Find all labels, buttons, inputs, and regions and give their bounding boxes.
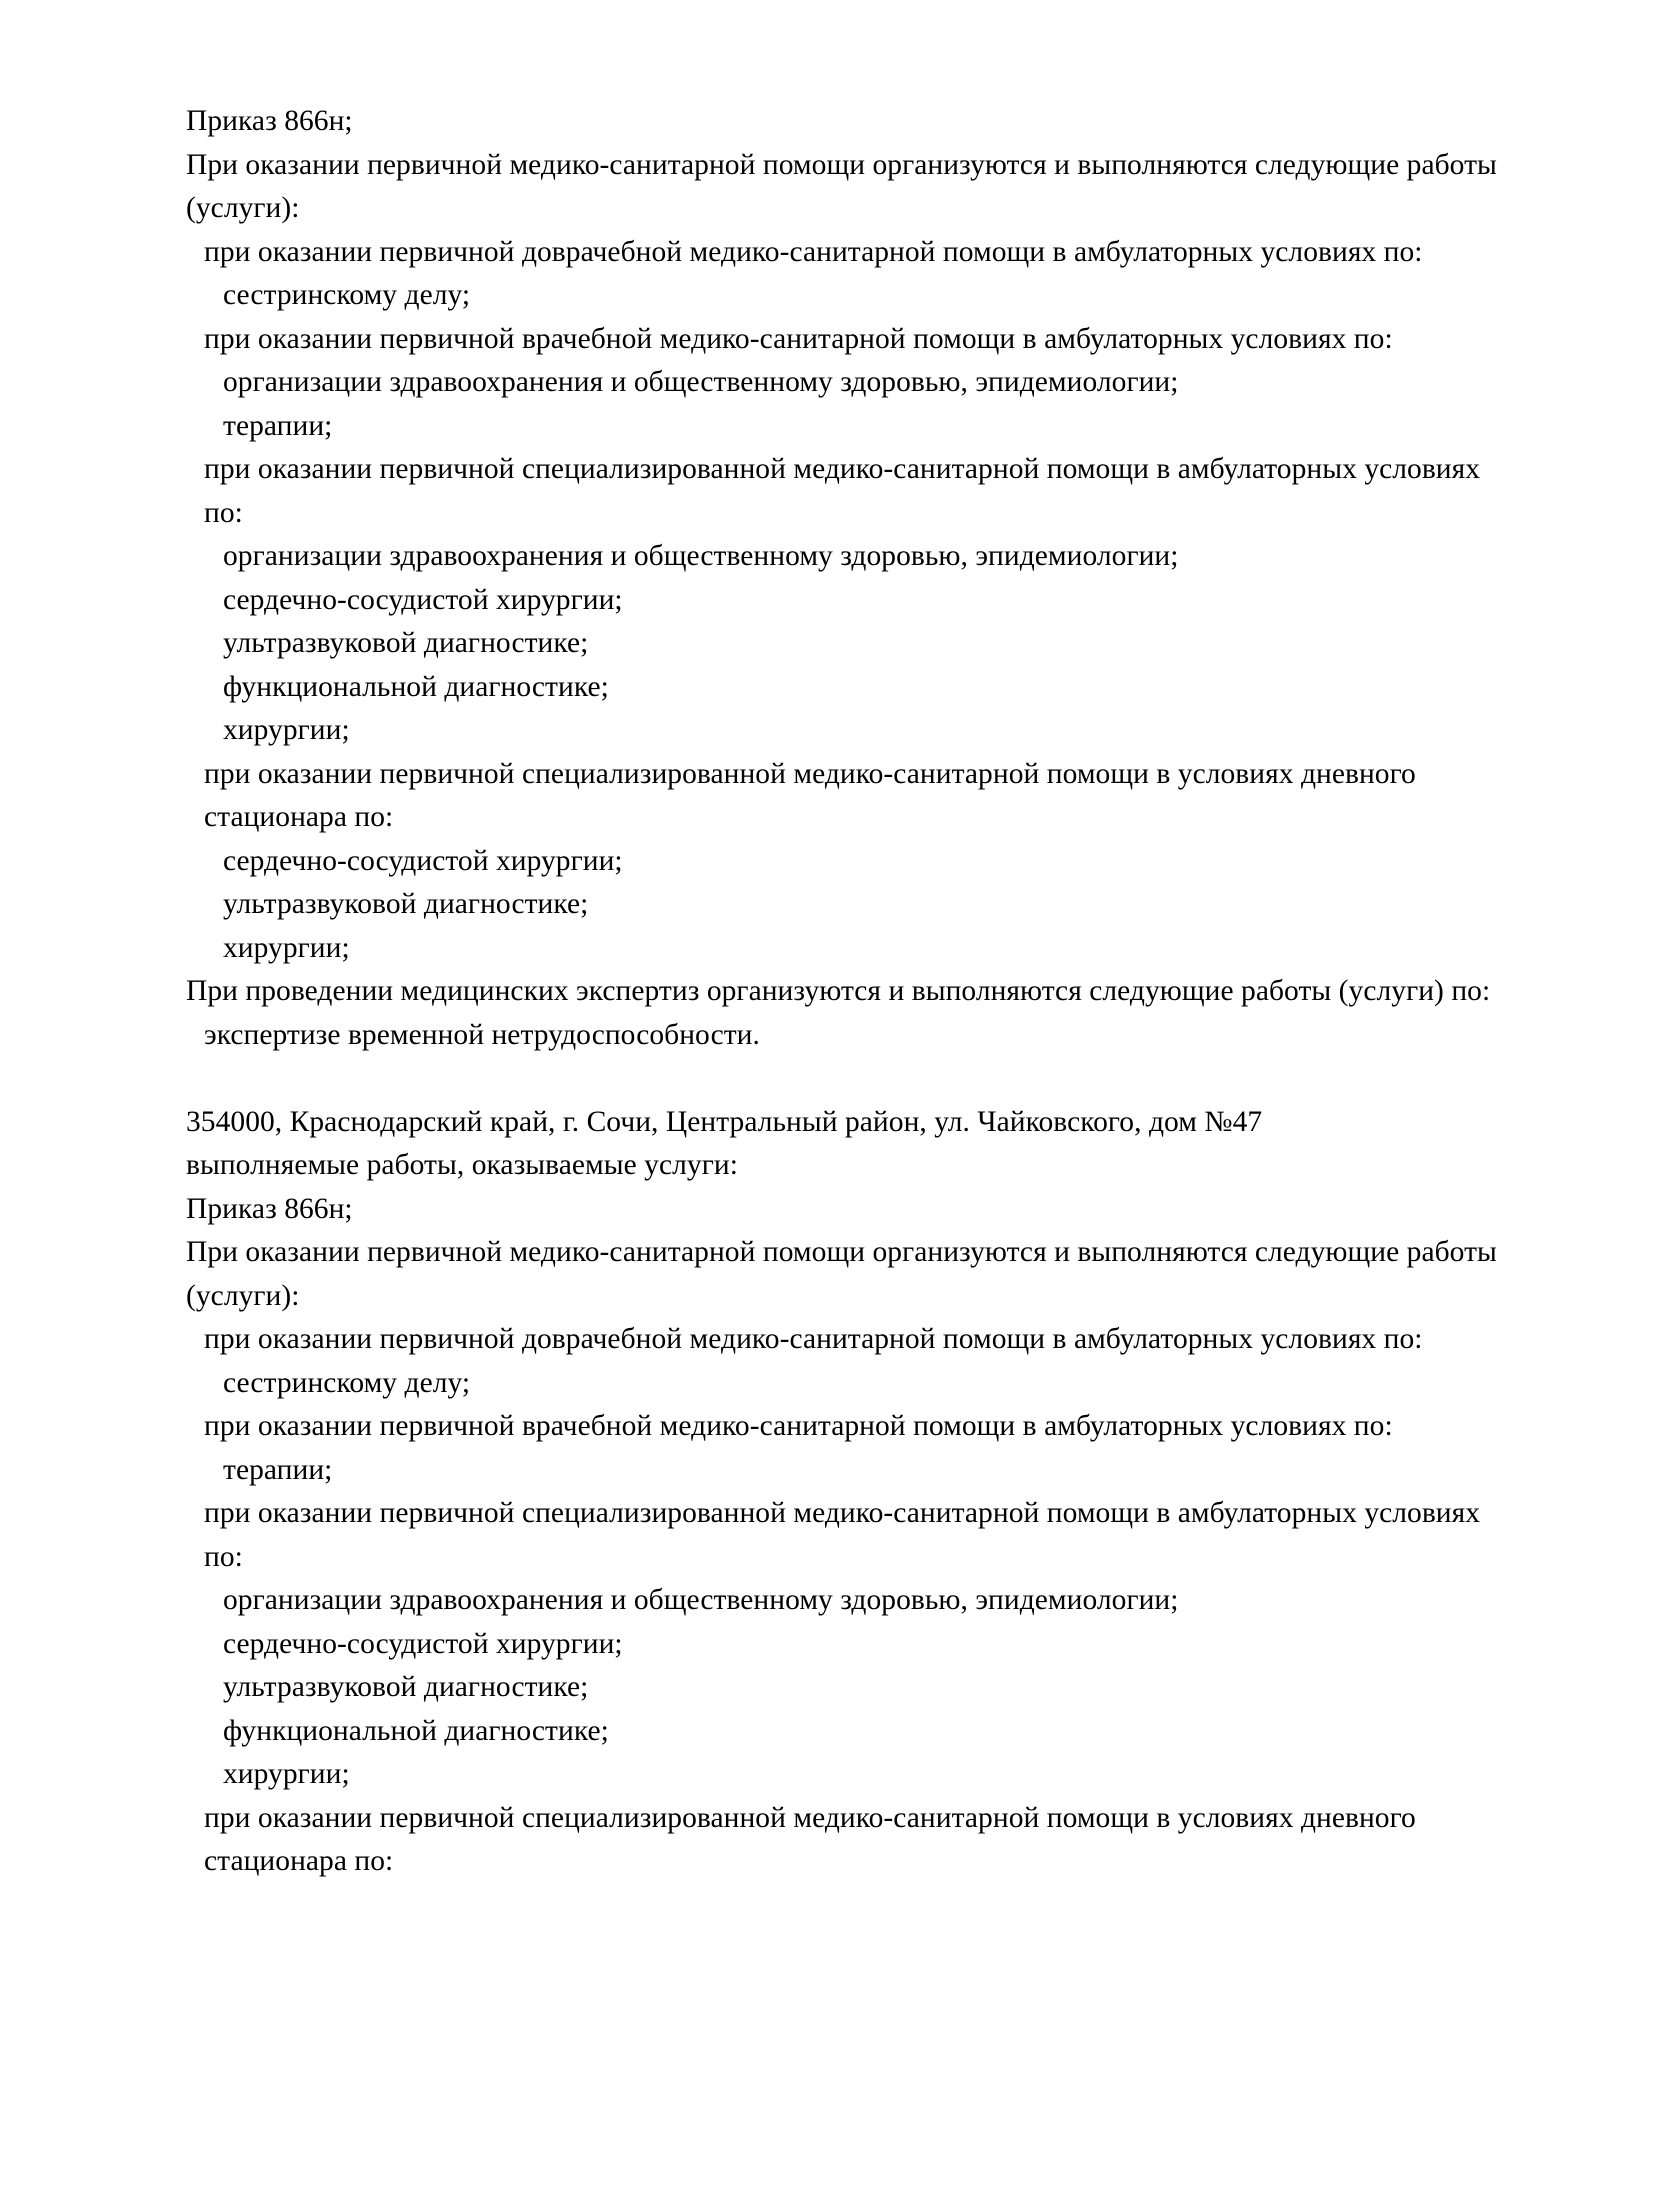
document-line: функциональной диагностике;: [223, 670, 609, 703]
section-spacer: [186, 1057, 1506, 1101]
document-line: выполняемые работы, оказываемые услуги:: [186, 1149, 738, 1181]
document-line: сестринскому делу;: [223, 279, 471, 311]
document-line: ультразвуковой диагностике;: [223, 1671, 589, 1703]
document-line: хирургии;: [223, 931, 350, 964]
document-line: хирургии;: [223, 714, 350, 746]
document-line: При оказании первичной медико-санитарной помощи организуются и выполняются следующие работы (услуги):: [186, 1236, 1505, 1312]
document-line: сестринскому делу;: [223, 1366, 471, 1399]
document-line: сердечно-сосудистой хирургии;: [223, 844, 623, 877]
document-line: сердечно-сосудистой хирургии;: [223, 583, 623, 616]
document-line: при оказании первичной специализированной медико-санитарной помощи в амбулаторных условиях по:: [204, 1497, 1488, 1573]
document-line: при оказании первичной доврачебной медико-санитарной помощи в амбулаторных условиях по:: [204, 1323, 1423, 1355]
document-line: При оказании первичной медико-санитарной помощи организуются и выполняются следующие работы (услуги):: [186, 148, 1505, 224]
document-line: при оказании первичной специализированной медико-санитарной помощи в амбулаторных условиях по:: [204, 453, 1488, 529]
document-line: функциональной диагностике;: [223, 1714, 609, 1747]
document-line: Приказ 866н;: [186, 1192, 353, 1225]
document-address-line: 354000, Краснодарский край, г. Сочи, Центральный район, ул. Чайковского, дом №47: [186, 1105, 1263, 1138]
document-line: организации здравоохранения и общественному здоровью, эпидемиологии;: [223, 366, 1179, 398]
document-line: При проведении медицинских экспертиз организуются и выполняются следующие работы (услуги) по:: [186, 975, 1491, 1007]
document-line: при оказании первичной специализированной медико-санитарной помощи в условиях дневного стационара по:: [204, 757, 1424, 833]
document-body: [186, 100, 1506, 1884]
document-line: хирургии;: [223, 1758, 350, 1790]
document-section-order-866n-first: [186, 100, 1506, 1057]
document-line: при оказании первичной врачебной медико-санитарной помощи в амбулаторных условиях по:: [204, 1410, 1393, 1442]
document-line: при оказании первичной врачебной медико-санитарной помощи в амбулаторных условиях по:: [204, 322, 1393, 355]
document-line: при оказании первичной доврачебной медико-санитарной помощи в амбулаторных условиях по:: [204, 235, 1423, 268]
document-line: ультразвуковой диагностике;: [223, 627, 589, 659]
document-line: Приказ 866н;: [186, 105, 353, 137]
document-line: терапии;: [223, 1453, 333, 1486]
document-line: организации здравоохранения и общественному здоровью, эпидемиологии;: [223, 1584, 1179, 1616]
document-line: при оказании первичной специализированной медико-санитарной помощи в условиях дневного стационара по:: [204, 1801, 1424, 1877]
document-line: сердечно-сосудистой хирургии;: [223, 1627, 623, 1660]
document-line: ультразвуковой диагностике;: [223, 888, 589, 920]
document-line: терапии;: [223, 409, 333, 442]
document-line: экспертизе временной нетрудоспособности.: [204, 1018, 760, 1051]
document-line: организации здравоохранения и общественному здоровью, эпидемиологии;: [223, 540, 1179, 572]
document-section-address-second: [186, 1101, 1506, 1884]
